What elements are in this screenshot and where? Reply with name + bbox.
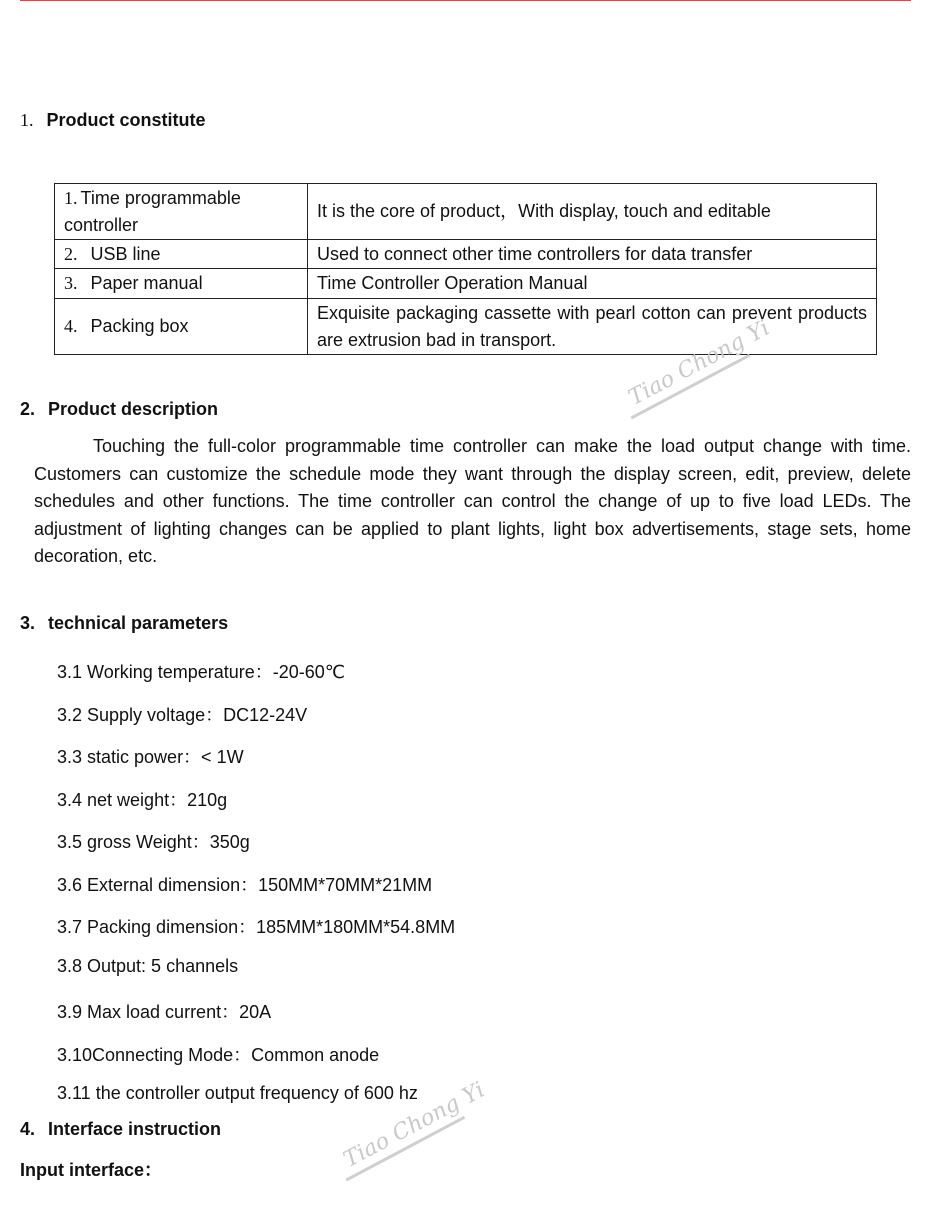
table-cell-description: Exquisite packaging cassette with pearl cotton can prevent products are extrusion bad in transport.: [308, 299, 877, 355]
param-item: 3.10Connecting Mode：Common anode: [57, 1045, 380, 1065]
param-item: 3.3 static power：< 1W: [57, 747, 244, 767]
table-cell-item: 2. USB line: [55, 240, 308, 269]
section-3-heading: [20, 613, 228, 634]
table-cell-description: Time Controller Operation Manual: [308, 269, 877, 299]
table-cell-description: It is the core of product，With display, touch and editable: [308, 184, 877, 240]
section-4-number: 4.: [20, 1119, 36, 1139]
section-4-heading: [20, 1119, 221, 1140]
watermark-logo: [610, 315, 774, 420]
watermark-text: Tiao Chong Yi: [339, 1077, 489, 1173]
param-item: 3.2 Supply voltage：DC12-24V: [57, 705, 308, 725]
param-item: 3.4 net weight：210g: [57, 790, 228, 810]
table-row: [55, 240, 877, 269]
param-item: 3.6 External dimension：150MM*70MM*21MM: [57, 875, 433, 895]
table-cell-item: 1. Time programmable controller: [55, 184, 308, 240]
section-3-number: 3.: [20, 613, 36, 633]
section-4-title: Interface instruction: [48, 1119, 222, 1139]
product-description-paragraph: Touching the full-color programmable time controller can make the load output change with time. Customers can customize the schedule mode they want through the display screen, edit, preview, delete schedules and other functions. The time controller can control the change of up to five load LEDs. The adjustment of lighting changes can be applied to plant lights, light box advertisements, stage sets, home decoration, etc.: [34, 436, 911, 566]
top-divider: [20, 0, 911, 1]
watermark-text: Tiao Chong Yi: [624, 315, 774, 411]
param-item: 3.11 the controller output frequency of 600 hz: [57, 1083, 418, 1103]
section-3-title: technical parameters: [48, 613, 229, 633]
section-1-heading: [20, 110, 206, 131]
section-2-number: 2.: [20, 399, 36, 419]
param-item: 3.9 Max load current：20A: [57, 1002, 272, 1022]
watermark-logo: [325, 1077, 489, 1185]
section-2-title: Product description: [48, 399, 219, 419]
table-cell-description: Used to connect other time controllers for data transfer: [308, 240, 877, 269]
table-row: [55, 269, 877, 299]
section-2-heading: [20, 399, 218, 420]
section-1-number: 1.: [20, 110, 34, 130]
table-cell-item: 3. Paper manual: [55, 269, 308, 299]
param-item: 3.8 Output: 5 channels: [57, 956, 239, 976]
table-cell-item: 4. Packing box: [55, 299, 308, 355]
table-row: [55, 184, 877, 240]
param-item: 3.1 Working temperature：-20-60℃: [57, 662, 346, 682]
input-interface-label: Input interface：: [20, 1160, 163, 1180]
section-1-title: Product constitute: [46, 110, 206, 130]
param-item: 3.5 gross Weight：350g: [57, 832, 250, 852]
param-item: 3.7 Packing dimension：185MM*180MM*54.8MM: [57, 917, 456, 937]
